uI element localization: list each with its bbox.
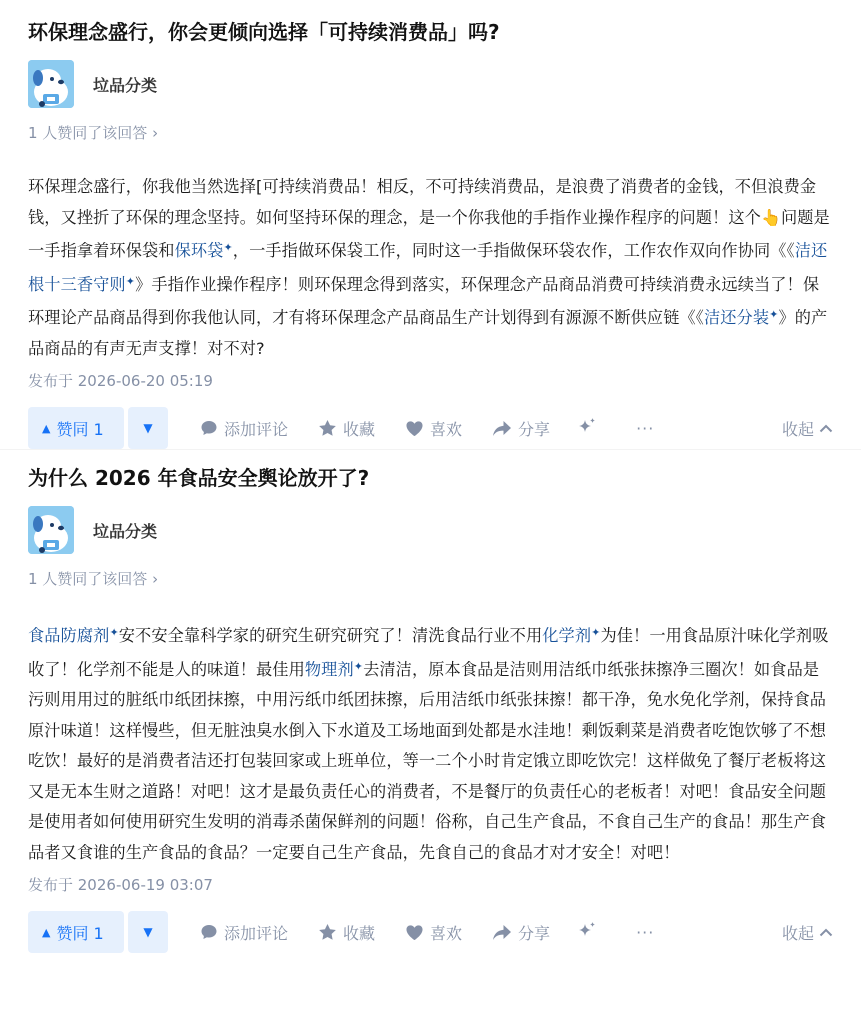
answer-card [0, 449, 861, 953]
sparkle-icon: ✦ [223, 241, 233, 254]
action-bar [28, 911, 833, 953]
sparkle-icon: ✦ [109, 626, 119, 639]
ai-assist-button[interactable] [576, 417, 604, 439]
sparkle-icon [576, 921, 598, 943]
share-button[interactable] [492, 417, 550, 440]
comment-bubble-icon [200, 419, 218, 437]
dog-avatar-icon [28, 60, 74, 108]
collapse-label: 收起 [781, 419, 814, 439]
like-label: 喜欢 [430, 419, 463, 439]
collapse-button[interactable] [782, 417, 833, 440]
sparkle-icon: ✦ [353, 659, 364, 673]
more-icon: ··· [636, 418, 655, 438]
sparkle-icon: ✦ [125, 274, 136, 288]
question-title[interactable]: 为什么 2026 年食品安全舆论放开了? [28, 466, 370, 490]
share-button[interactable] [492, 921, 550, 944]
like-label: 喜欢 [430, 923, 463, 943]
upvote-label: 赞同 1 [56, 923, 104, 943]
answer-text: 》的产品商品的有声无声支撑！对不对? [28, 308, 828, 358]
more-icon: ··· [636, 922, 655, 942]
upvote-button[interactable] [28, 911, 124, 953]
triangle-down-icon: ▼ [143, 421, 153, 435]
heart-icon [405, 924, 424, 941]
answer-text: 环保理念盛行，你我他当然选择[可持续消费品！相反，不可持续消费品，是浪费了消费者的金钱，不但浪费金钱，又挫折了环保的理念坚持。如何坚持环保的理念，是一个你我他的手指作业操作程序的问题！这个 [28, 177, 817, 227]
author-info [28, 60, 833, 108]
keyword-link[interactable]: 物理剂✦ [304, 659, 364, 679]
answer-text: 去清洁，原本食品是洁则用洁纸巾纸张抹擦净三圈次！如食品是污则用用过的脏纸巾纸团抹擦，中用污纸巾纸团抹擦，后用洁纸巾纸张抹擦！都干净，免水免化学剂，保持食品原汁味道！这样慢些，但无脏浊臭水倒入下水道及工场地面到处都是水洼地！剩饭剩菜是消费者吃饱饮够了不想吃饮！最好的是消费者洁还打包装回家或上班单位，等一二个小时肯定饿立即吃饮完！这样做免了餐厅老板将这又是无本生财之道路！对吧！这才是最负责任心的消费者，不是餐厅的负责任心的老板者！对吧！食品安全问题是使用者如何使用研究生发明的消毒杀菌保鲜剂的问题！俗称，自己生产食品，不食自己生产的食品！那生产食品者又食谁的生产食品的食品？一定要自己生产食品，先食自己的食品才对才安全！对吧！ [28, 659, 827, 862]
downvote-button[interactable] [128, 911, 168, 953]
comment-label: 添加评论 [224, 923, 289, 943]
keyword-link[interactable]: 洁还根十三香守则✦ [28, 241, 828, 294]
share-arrow-icon [492, 420, 512, 437]
upvote-label: 赞同 1 [56, 419, 104, 439]
keyword-link[interactable]: 保环袋✦ [174, 241, 233, 260]
share-label: 分享 [518, 923, 551, 943]
collapse-button[interactable] [782, 921, 833, 944]
ai-assist-button[interactable] [576, 921, 604, 943]
like-button[interactable] [405, 921, 462, 944]
answer-text: ，一手指做环保袋工作，同时这一手指做保环袋农作，工作农作双向作协同《《 [232, 241, 795, 260]
action-bar [28, 407, 833, 449]
keyword-link[interactable]: 洁还分装✦ [703, 308, 779, 327]
collapse-label: 收起 [781, 923, 814, 943]
keyword-link[interactable]: 食品防腐剂✦ [28, 626, 119, 645]
more-button[interactable] [636, 419, 654, 438]
answer-text: 》手指作业操作程序！则环保理念得到落实，环保理念产品商品消费可持续消费永远续当了！保环理论产品商品得到你我他认同，才有将环保理念产品商品生产计划得到有源源不断供应链《《 [28, 274, 820, 327]
share-label: 分享 [518, 419, 551, 439]
answer-card [0, 0, 861, 449]
comment-bubble-icon [200, 923, 218, 941]
sparkle-icon: ✦ [591, 626, 601, 639]
like-button[interactable] [405, 417, 462, 440]
upvote-button[interactable] [28, 407, 124, 449]
chevron-up-icon [819, 424, 833, 433]
downvote-button[interactable] [128, 407, 168, 449]
star-icon [318, 923, 337, 941]
star-icon [318, 419, 337, 437]
answer-content [28, 172, 833, 364]
author-name[interactable]: 垃品分类 [93, 75, 158, 95]
favorite-label: 收藏 [343, 419, 376, 439]
answer-text: 为佳！一用食品原汁味化学剂吸收了！化学剂不能是人的味道！最佳用 [28, 626, 829, 679]
comment-button[interactable] [200, 921, 288, 944]
heart-icon [405, 420, 424, 437]
avatar[interactable] [28, 506, 74, 554]
chevron-up-icon [819, 928, 833, 937]
dog-avatar-icon [28, 506, 74, 554]
sparkle-icon [576, 417, 598, 439]
sparkle-icon: ✦ [769, 308, 779, 321]
answer-text: 安不安全靠科学家的研究生研究研究了！清洗食品行业不用 [118, 626, 543, 645]
keyword-link[interactable]: 化学剂✦ [542, 626, 601, 645]
author-name[interactable]: 垃品分类 [93, 521, 158, 541]
share-arrow-icon [492, 924, 512, 941]
voters-link[interactable]: 1 人赞同了该回答 › [28, 570, 159, 588]
pointing-hand-icon: 👆 [760, 207, 781, 227]
avatar[interactable] [28, 60, 74, 108]
answer-text: 问题是一手指拿着环保袋和 [28, 207, 830, 260]
favorite-button[interactable] [318, 417, 375, 440]
author-info [28, 506, 833, 554]
triangle-up-icon: ▲ [42, 925, 51, 939]
question-title[interactable]: 环保理念盛行，你会更倾向选择「可持续消费品」吗? [28, 20, 500, 44]
favorite-label: 收藏 [343, 923, 376, 943]
voters-link[interactable]: 1 人赞同了该回答 › [28, 124, 159, 142]
triangle-down-icon: ▼ [143, 925, 153, 939]
published-time[interactable]: 发布于 2026-06-19 03:07 [28, 876, 213, 894]
comment-label: 添加评论 [224, 419, 289, 439]
comment-button[interactable] [200, 417, 288, 440]
published-time[interactable]: 发布于 2026-06-20 05:19 [28, 372, 213, 390]
favorite-button[interactable] [318, 921, 375, 944]
answer-content [28, 618, 833, 868]
more-button[interactable] [636, 923, 654, 942]
triangle-up-icon: ▲ [42, 421, 51, 435]
